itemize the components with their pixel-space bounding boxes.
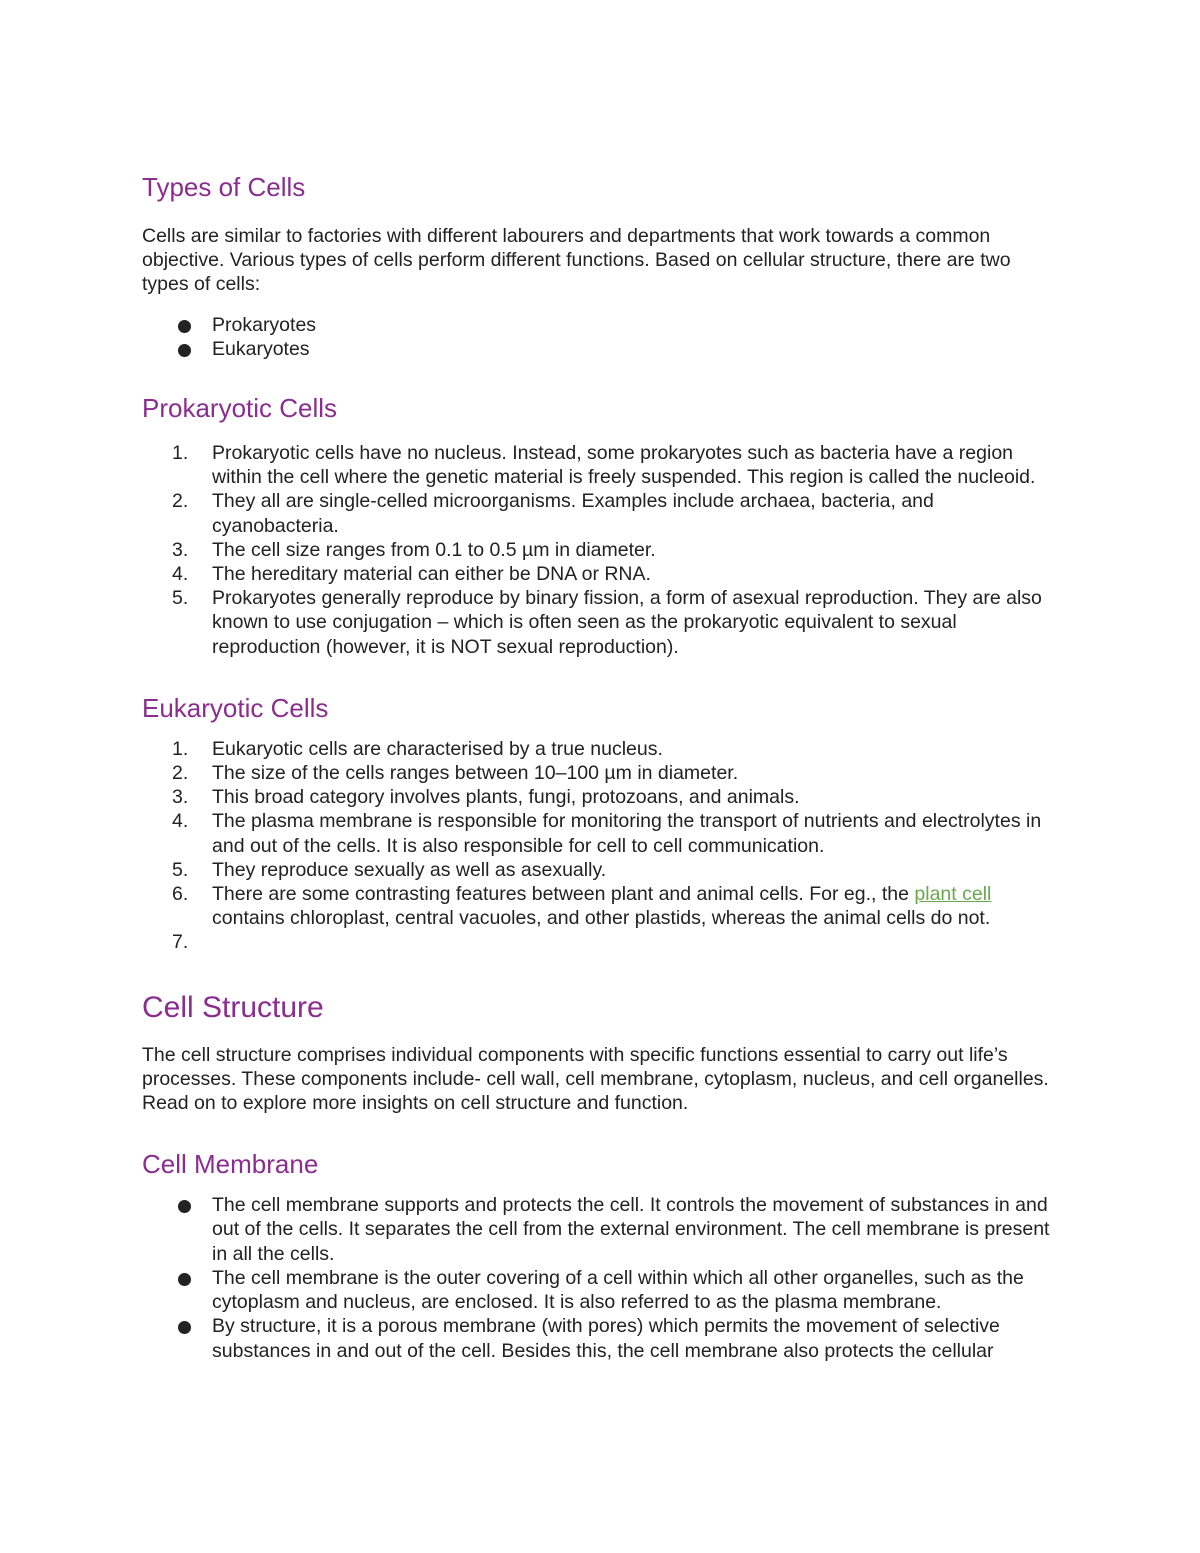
list-item (142, 858, 1062, 882)
list-number: 4. (172, 810, 189, 833)
list-item-text: The cell size ranges from 0.1 to 0.5 µm in diameter. (212, 538, 656, 561)
list-item (142, 337, 1062, 361)
list-item (142, 313, 1062, 337)
list-item-text (212, 883, 991, 929)
text-before-link: There are some contrasting features between plant and animal cells. For eg., the (212, 883, 915, 906)
structure-intro: The cell structure comprises individual components with specific functions essential to carry out life’s processes. These components include- cell wall, cell membrane, cytoplasm, nucleus, and cell organelles. Read on to explore more insights on cell structure and function. (142, 1043, 1049, 1115)
list-item (142, 930, 1062, 954)
list-item-text: The size of the cells ranges between 10–100 µm in diameter. (212, 762, 739, 785)
list-number: 1. (172, 737, 189, 760)
text-after-link: contains chloroplast, central vacuoles, and other plastids, whereas the animal cells do not. (212, 907, 991, 930)
list-item (142, 1266, 1062, 1314)
list-item-text (212, 931, 217, 953)
list-item (142, 586, 1062, 659)
list-item (142, 809, 1062, 857)
list-item (142, 761, 1062, 785)
list-number: 6. (172, 883, 189, 906)
eukaryotic-list (142, 737, 1062, 955)
list-number: 3. (172, 538, 189, 561)
plant-cell-link[interactable]: plant cell (914, 883, 992, 906)
list-item-text: Eukaryotic cells are characterised by a true nucleus. (212, 737, 663, 760)
list-number: 4. (172, 563, 189, 586)
list-item (142, 489, 1062, 537)
bullet-icon (178, 1200, 191, 1213)
list-item-text: The hereditary material can either be DNA or RNA. (212, 563, 651, 586)
list-item (142, 1314, 1062, 1362)
list-item (142, 737, 1062, 761)
list-number: 1. (172, 442, 189, 465)
list-item-text: Prokaryotes generally reproduce by binary fission, a form of asexual reproduction. They are also known to use conjugation – which is often seen as the prokaryotic equivalent to sexual reproduction (however, it is NOT sexual reproduction). (212, 587, 1042, 658)
list-item-text: Eukaryotes (212, 337, 310, 360)
structure-heading: Cell Structure (142, 990, 324, 1024)
types-list (142, 313, 1062, 361)
bullet-icon (178, 344, 191, 357)
list-item (142, 882, 1062, 930)
list-item (142, 538, 1062, 562)
eukaryotic-heading: Eukaryotic Cells (142, 692, 329, 723)
list-item (142, 441, 1062, 489)
membrane-heading: Cell Membrane (142, 1149, 319, 1180)
bullet-icon (178, 320, 191, 333)
list-item-text: By structure, it is a porous membrane (with pores) which permits the movement of selective substances in and out of the cell. Besides this, the cell membrane also protects the cellular (212, 1315, 1000, 1362)
prokaryotic-heading: Prokaryotic Cells (142, 393, 338, 424)
list-number: 2. (172, 762, 189, 785)
list-item-text: They reproduce sexually as well as asexually. (212, 858, 607, 881)
list-number: 5. (172, 587, 189, 610)
list-item (142, 785, 1062, 809)
list-item-text: This broad category involves plants, fungi, protozoans, and animals. (212, 786, 800, 809)
list-number: 3. (172, 786, 189, 809)
list-item-text: The plasma membrane is responsible for monitoring the transport of nutrients and electrolytes in and out of the cells. It is also responsible for cell to cell communication. (212, 810, 1042, 857)
list-item-text: The cell membrane is the outer covering of a cell within which all other organelles, such as the cytoplasm and nucleus, are enclosed. It is also referred to as the plasma membrane. (212, 1266, 1024, 1314)
document-page (142, 168, 1062, 1363)
list-item-text: Prokaryotes (212, 313, 317, 336)
list-item-text: The cell membrane supports and protects the cell. It controls the movement of substances in and out of the cells. It separates the cell from the external environment. The cell membrane is present in all the cells. (212, 1194, 1050, 1265)
types-heading: Types of Cells (142, 172, 306, 202)
list-item (142, 562, 1062, 586)
prokaryotic-list (142, 441, 1062, 659)
list-number: 7. (172, 931, 189, 954)
bullet-icon (178, 1321, 191, 1334)
list-item-text: Prokaryotic cells have no nucleus. Instead, some prokaryotes such as bacteria have a region within the cell where the genetic material is freely suspended. This region is called the nucleoid. (212, 442, 1036, 489)
list-item (142, 1193, 1062, 1266)
bullet-icon (178, 1273, 191, 1286)
membrane-list (142, 1193, 1062, 1362)
types-intro: Cells are similar to factories with different labourers and departments that work towards a common objective. Various types of cells perform different functions. Based on cellular structure, there are two types of cells: (142, 225, 1011, 296)
list-number: 2. (172, 490, 189, 513)
list-item-text: They all are single-celled microorganisms. Examples include archaea, bacteria, and cyanobacteria. (212, 490, 934, 537)
list-number: 5. (172, 858, 189, 881)
